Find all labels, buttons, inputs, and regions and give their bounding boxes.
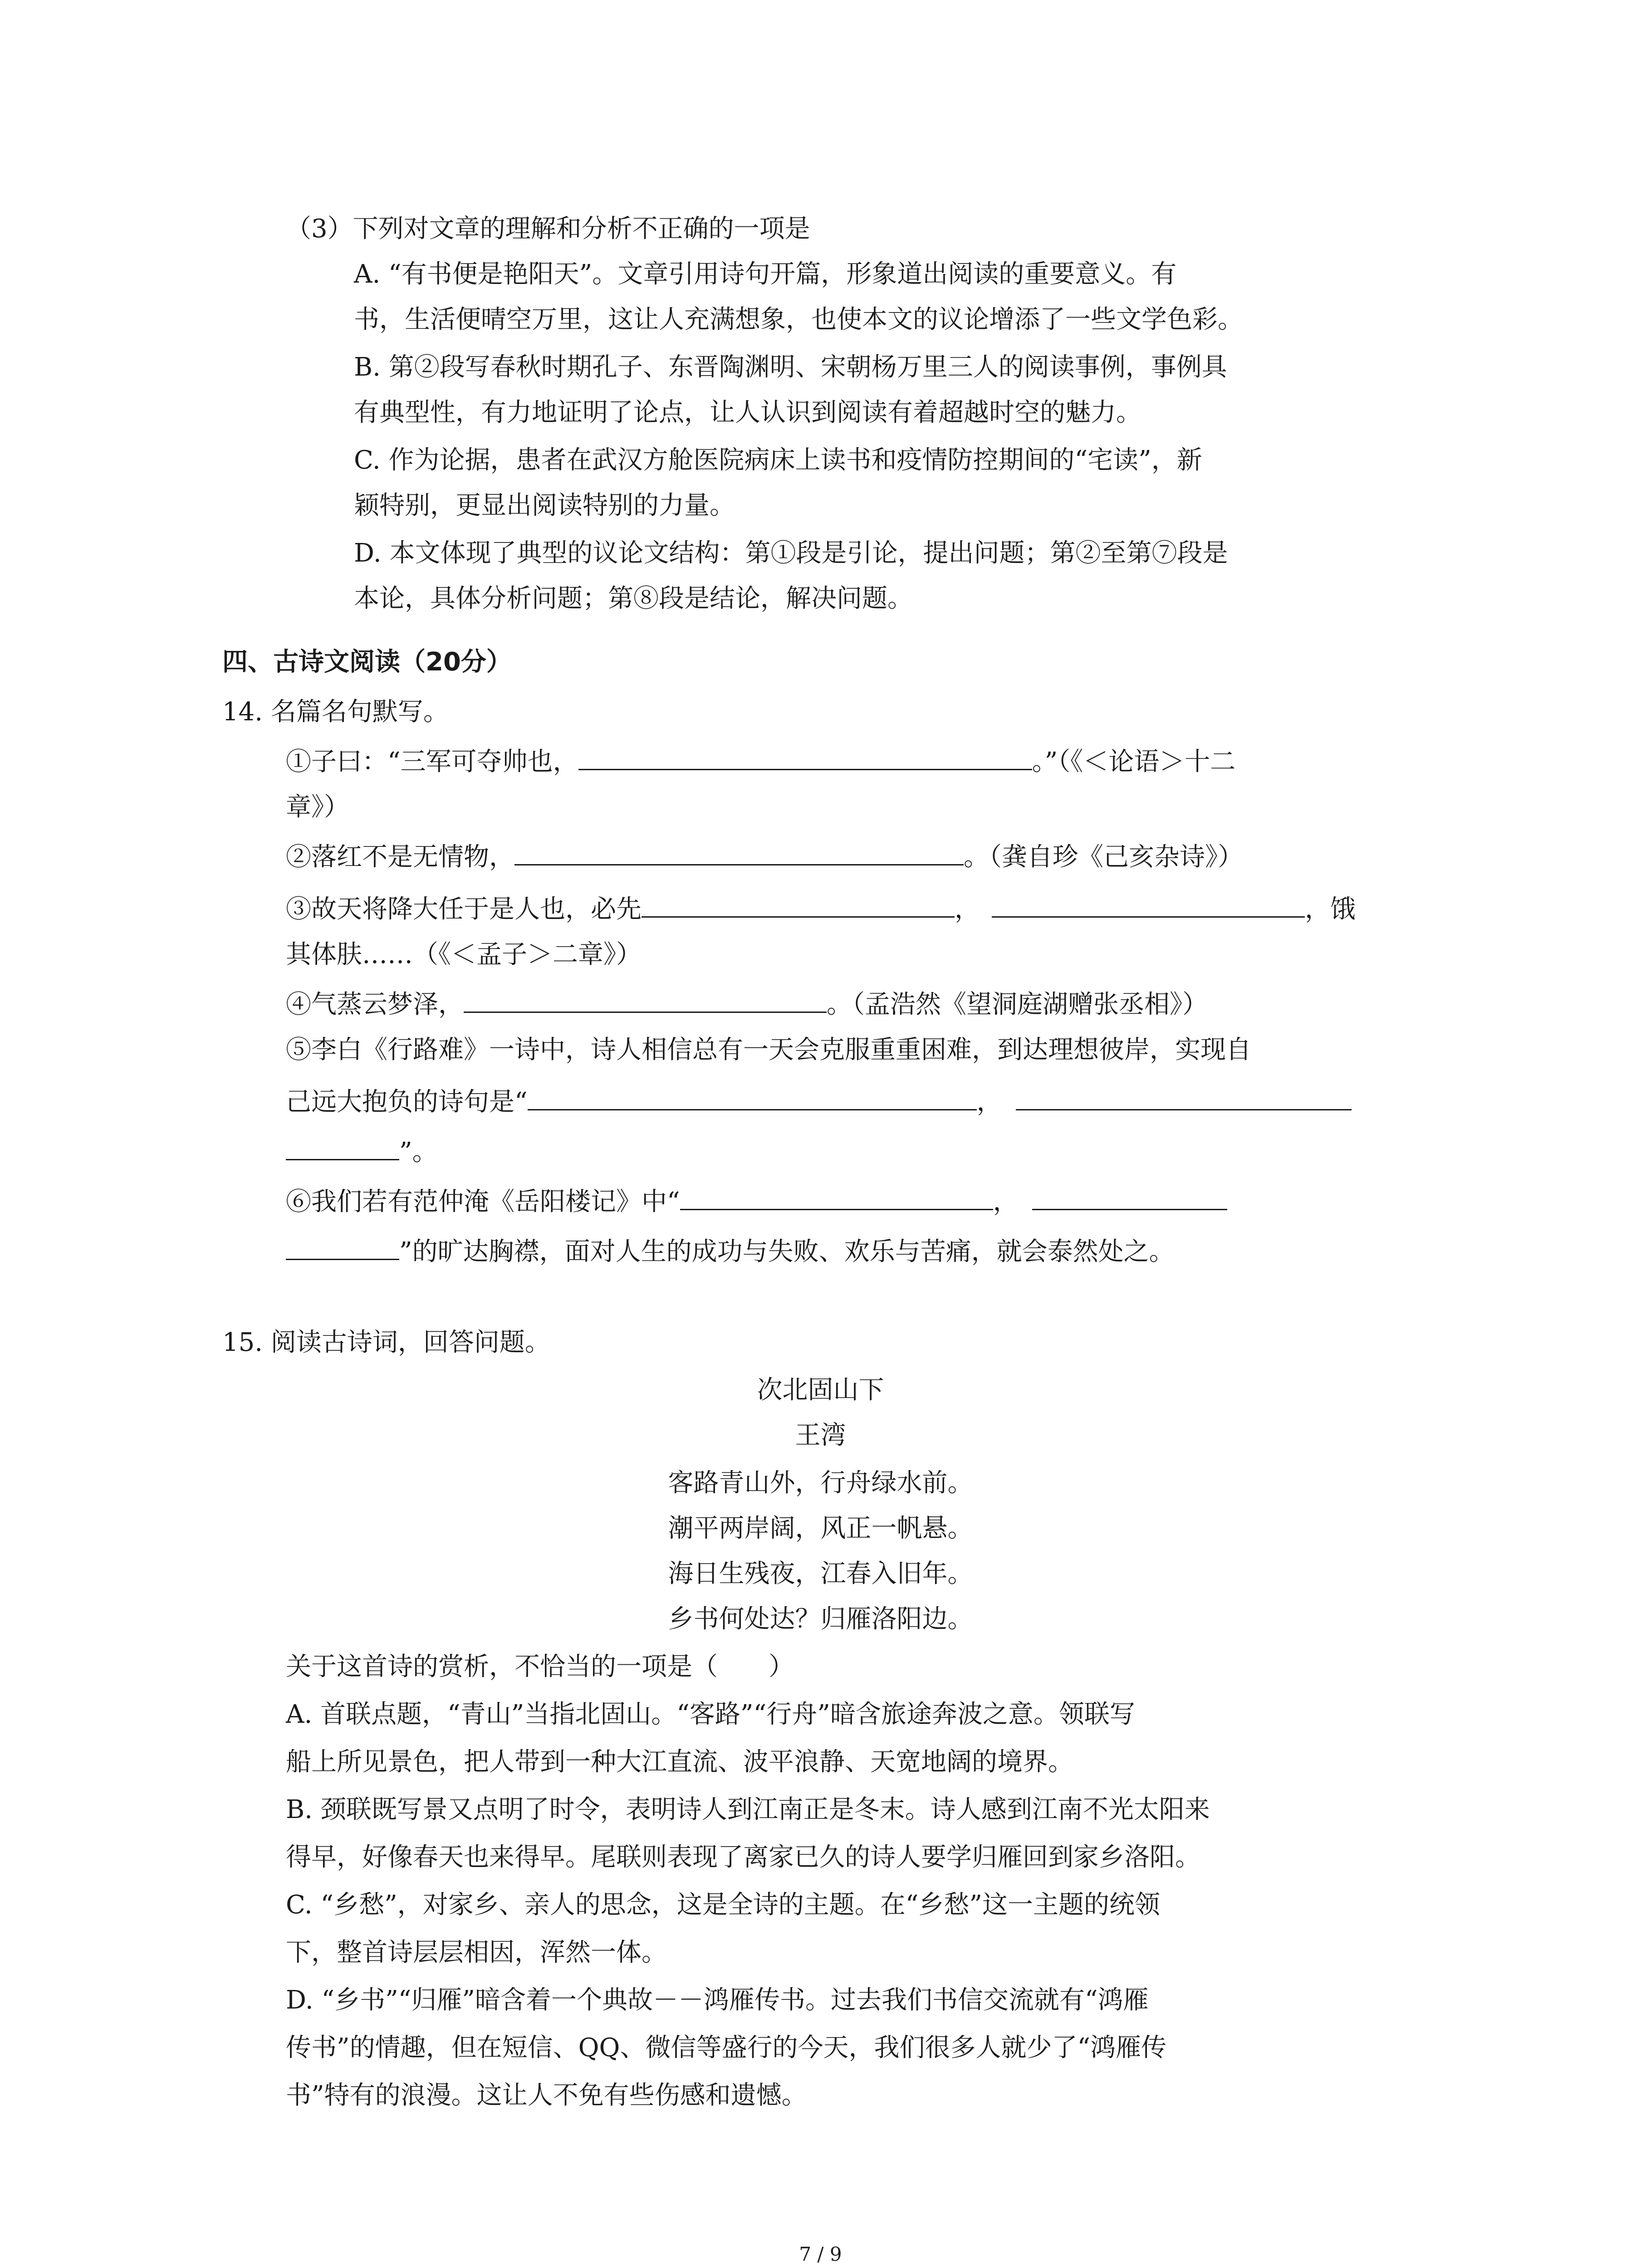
q14-item5-close: ”。 [399, 1137, 438, 1167]
section-title: 四、古诗文阅读（20分） [222, 647, 512, 677]
q14-item6-text: ⑥我们若有范仲淹《岳阳楼记》中“ [286, 1187, 680, 1217]
page-number: 7 / 9 [799, 2243, 842, 2265]
q14-stem: 14. 名篇名句默写。 [222, 697, 449, 727]
q14-item5-line1: ⑤李白《行路难》一诗中，诗人相信总有一天会克服重重困难，到达理想彼岸，实现自 [286, 1035, 1251, 1065]
q15-option-b-line1: B. 颈联既写景又点明了时令，表明诗人到江南正是冬末。诗人感到江南不光太阳来 [286, 1795, 1210, 1824]
q13-3-option-b-line2: 有典型性，有力地证明了论点，让人认识到阅读有着超越时空的魅力。 [354, 398, 1141, 427]
q14-item6-comma: ， [993, 1187, 1019, 1217]
q14-item3-cont: 其体肤……（《＜孟子＞二章》） [286, 940, 642, 969]
q14-item3-comma: ， [955, 894, 980, 924]
q14-item5-text: 己远大抱负的诗句是“ [286, 1087, 528, 1117]
q15-option-a-line2: 船上所见景色，把人带到一种大江直流、波平浪静、天宽地阔的境界。 [286, 1747, 1073, 1777]
q14-item2-source: 。（龚自珍《己亥杂诗》） [964, 842, 1243, 872]
q14-item3-blank2[interactable] [992, 889, 1305, 918]
q15-option-a-line1: A. 首联点题，“青山”当指北固山。“客路”“行舟”暗含旅途奔波之意。领联写 [286, 1700, 1135, 1729]
q15-stem: 15. 阅读古诗词，回答问题。 [222, 1328, 550, 1357]
q14-item3 [286, 887, 1356, 932]
q13-3-option-d-line1: D. 本文体现了典型的议论文结构：第①段是引论，提出问题；第②至第⑦段是 [354, 538, 1228, 568]
q14-item1-cont: 章》） [286, 792, 349, 822]
poem-line: 乡书何处达？归雁洛阳边。 [668, 1604, 973, 1634]
q13-3-stem: （3）下列对文章的理解和分析不正确的一项是 [286, 214, 810, 244]
q13-3-option-d-line2: 本论，具体分析问题；第⑧段是结论，解决问题。 [354, 584, 913, 613]
q14-item2-text: ②落红不是无情物， [286, 842, 514, 872]
poem-line: 潮平两岸阔，风正一帆悬。 [668, 1514, 973, 1543]
poem-line: 客路青山外，行舟绿水前。 [668, 1468, 973, 1498]
q14-item6-line2 [286, 1229, 1175, 1275]
poem-line: 海日生残夜，江春入旧年。 [668, 1559, 973, 1589]
q15-question: 关于这首诗的赏析，不恰当的一项是（ ） [286, 1652, 794, 1681]
q14-item3-text: ③故天将降大任于是人也，必先 [286, 894, 642, 924]
q14-item3-blank1[interactable] [642, 889, 955, 918]
q14-item4-source: 。（孟浩然《望洞庭湖赠张丞相》） [827, 990, 1208, 1019]
q13-3-option-c-line1: C. 作为论据，患者在武汉方舱医院病床上读书和疫情防控期间的“宅读”，新 [354, 445, 1202, 475]
q14-item4-text: ④气蒸云梦泽， [286, 990, 464, 1019]
q14-item3-tail: ，饿 [1305, 894, 1356, 924]
q14-item1-blank[interactable] [578, 742, 1032, 770]
q14-item6-blank2[interactable] [1032, 1182, 1227, 1210]
q14-item4-blank[interactable] [464, 984, 827, 1013]
q14-item5-line3 [286, 1129, 438, 1175]
q14-item1-text: ①子曰：“三军可夺帅也， [286, 747, 578, 777]
q14-item2-blank[interactable] [514, 837, 964, 865]
q14-item1-source: 。”（《＜论语＞十二 [1032, 747, 1236, 777]
q14-item5-blank1[interactable] [528, 1082, 977, 1110]
q14-item6-line1 [286, 1179, 1227, 1225]
q15-option-d-line2: 传书”的情趣，但在短信、QQ、微信等盛行的今天，我们很多人就少了“鸿雁传 [286, 2033, 1167, 2063]
q14-item6-blank2-cont[interactable] [286, 1232, 399, 1260]
q13-3-option-b-line1: B. 第②段写春秋时期孔子、东晋陶渊明、宋朝杨万里三人的阅读事例，事例具 [354, 352, 1227, 382]
q14-item5-blank2-cont[interactable] [286, 1132, 399, 1160]
q15-option-d-line1: D. “乡书”“归雁”暗含着一个典故－－鸿雁传书。过去我们书信交流就有“鸿雁 [286, 1985, 1149, 2015]
q15-option-d-line3: 书”特有的浪漫。这让人不免有些伤感和遗憾。 [286, 2081, 807, 2110]
q14-item1 [286, 739, 1235, 785]
q14-item2 [286, 835, 1243, 880]
q14-item6-tail: ”的旷达胸襟，面对人生的成功与失败、欢乐与苦痛，就会泰然处之。 [399, 1237, 1175, 1266]
q14-item5-blank2[interactable] [1016, 1082, 1352, 1110]
poem-author: 王湾 [795, 1421, 846, 1450]
q14-item5-line2 [286, 1080, 1352, 1125]
q13-3-option-c-line2: 颖特别，更显出阅读特别的力量。 [354, 491, 735, 520]
q14-item4 [286, 982, 1208, 1027]
poem-title: 次北固山下 [757, 1375, 884, 1405]
q14-item6-blank1[interactable] [680, 1182, 993, 1210]
q14-item5-comma: ， [976, 1087, 1002, 1117]
q13-3-option-a-line1: A. “有书便是艳阳天”。文章引用诗句开篇，形象道出阅读的重要意义。有 [354, 259, 1177, 289]
q15-option-b-line2: 得早，好像春天也来得早。尾联则表现了离家已久的诗人要学归雁回到家乡洛阳。 [286, 1843, 1200, 1872]
q13-3-option-a-line2: 书，生活便晴空万里，这让人充满想象，也使本文的议论增添了一些文学色彩。 [354, 305, 1243, 334]
q15-option-c-line2: 下，整首诗层层相因，浑然一体。 [286, 1938, 667, 1967]
q15-option-c-line1: C. “乡愁”，对家乡、亲人的思念，这是全诗的主题。在“乡愁”这一主题的统领 [286, 1890, 1160, 1920]
